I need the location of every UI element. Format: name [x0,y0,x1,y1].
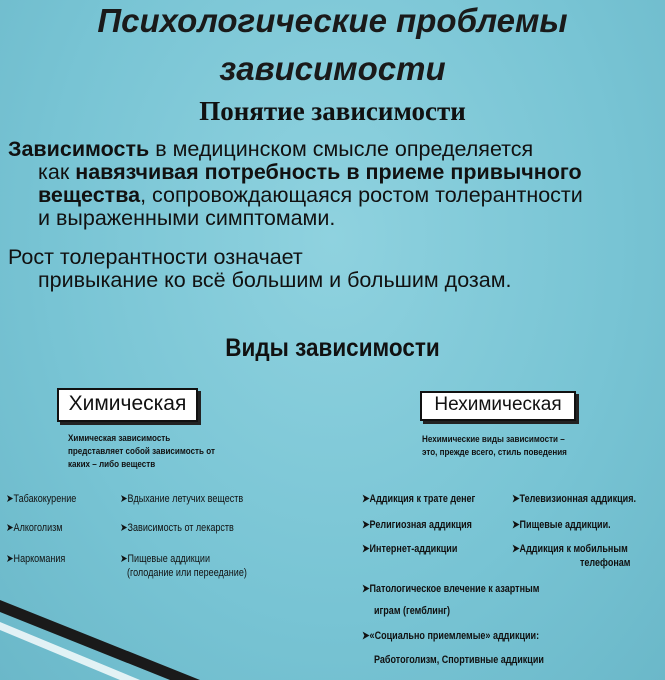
list-item: ➤Аддикция к трате денег [362,493,476,505]
nonchemical-type-box: Нехимическая [420,391,576,421]
nonchemical-description [422,433,635,459]
list-item: играм (гемблинг) [374,605,451,617]
definition-emphasis-1: навязчивая потребность в приеме привычного [75,160,582,184]
nonchemical-desc-line: Нехимические виды зависимости – [422,434,565,445]
chemical-desc-line: представляет собой зависимость от [68,446,215,457]
decorative-diagonal-stripe [0,600,200,680]
chemical-description [68,432,255,471]
chemical-desc-line: каких – либо веществ [68,459,156,470]
list-item: ➤Вдыхание летучих веществ [120,493,244,505]
tolerance-line1: Рост толерантности означает [8,245,303,269]
list-item: ➤Религиозная аддикция [362,519,472,531]
list-item: ➤«Социально приемлемые» аддикции: [362,630,540,642]
tolerance-paragraph [8,246,663,292]
list-item: ➤Алкоголизм [6,522,63,534]
definition-text-2: как [38,160,76,184]
nonchemical-desc-line: это, прежде всего, стиль поведения [422,447,567,458]
definition-text-4: и выраженными симптомами. [38,206,336,230]
list-item: ➤Патологическое влечение к азартным [362,583,540,595]
list-item: ➤Пищевые аддикции [120,553,210,565]
list-item: ➤Телевизионная аддикция. [512,493,636,505]
slide-title-line2: зависимости [219,50,446,87]
section-heading-concept: Понятие зависимости [199,96,466,126]
list-item: (голодание или переедание) [127,567,247,579]
list-item: Работоголизм, Спортивные аддикции [374,654,544,666]
definition-emphasis-2: вещества [38,183,141,207]
chemical-desc-line: Химическая зависимость [68,433,171,444]
definition-text-3: , сопровождающаяся ростом толерантности [140,183,583,207]
definition-text-1: в медицинском смысле определяется [149,137,534,161]
list-item: ➤Пищевые аддикции. [512,519,611,531]
list-item: ➤Интернет-аддикции [362,543,458,555]
list-item: ➤Наркомания [6,553,66,565]
list-item: ➤Табакокурение [6,493,77,505]
list-item: телефонам [580,557,631,569]
list-item: ➤Зависимость от лекарств [120,522,234,534]
types-heading: Виды зависимости [225,334,440,362]
chemical-type-box: Химическая [57,388,198,422]
tolerance-line2: привыкание ко всё большим и большим дозам. [38,268,512,292]
slide-title-line1: Психологические проблемы [97,2,568,39]
list-item: ➤Аддикция к мобильным [512,543,628,555]
definition-term: Зависимость [8,137,150,161]
definition-paragraph [8,138,663,230]
